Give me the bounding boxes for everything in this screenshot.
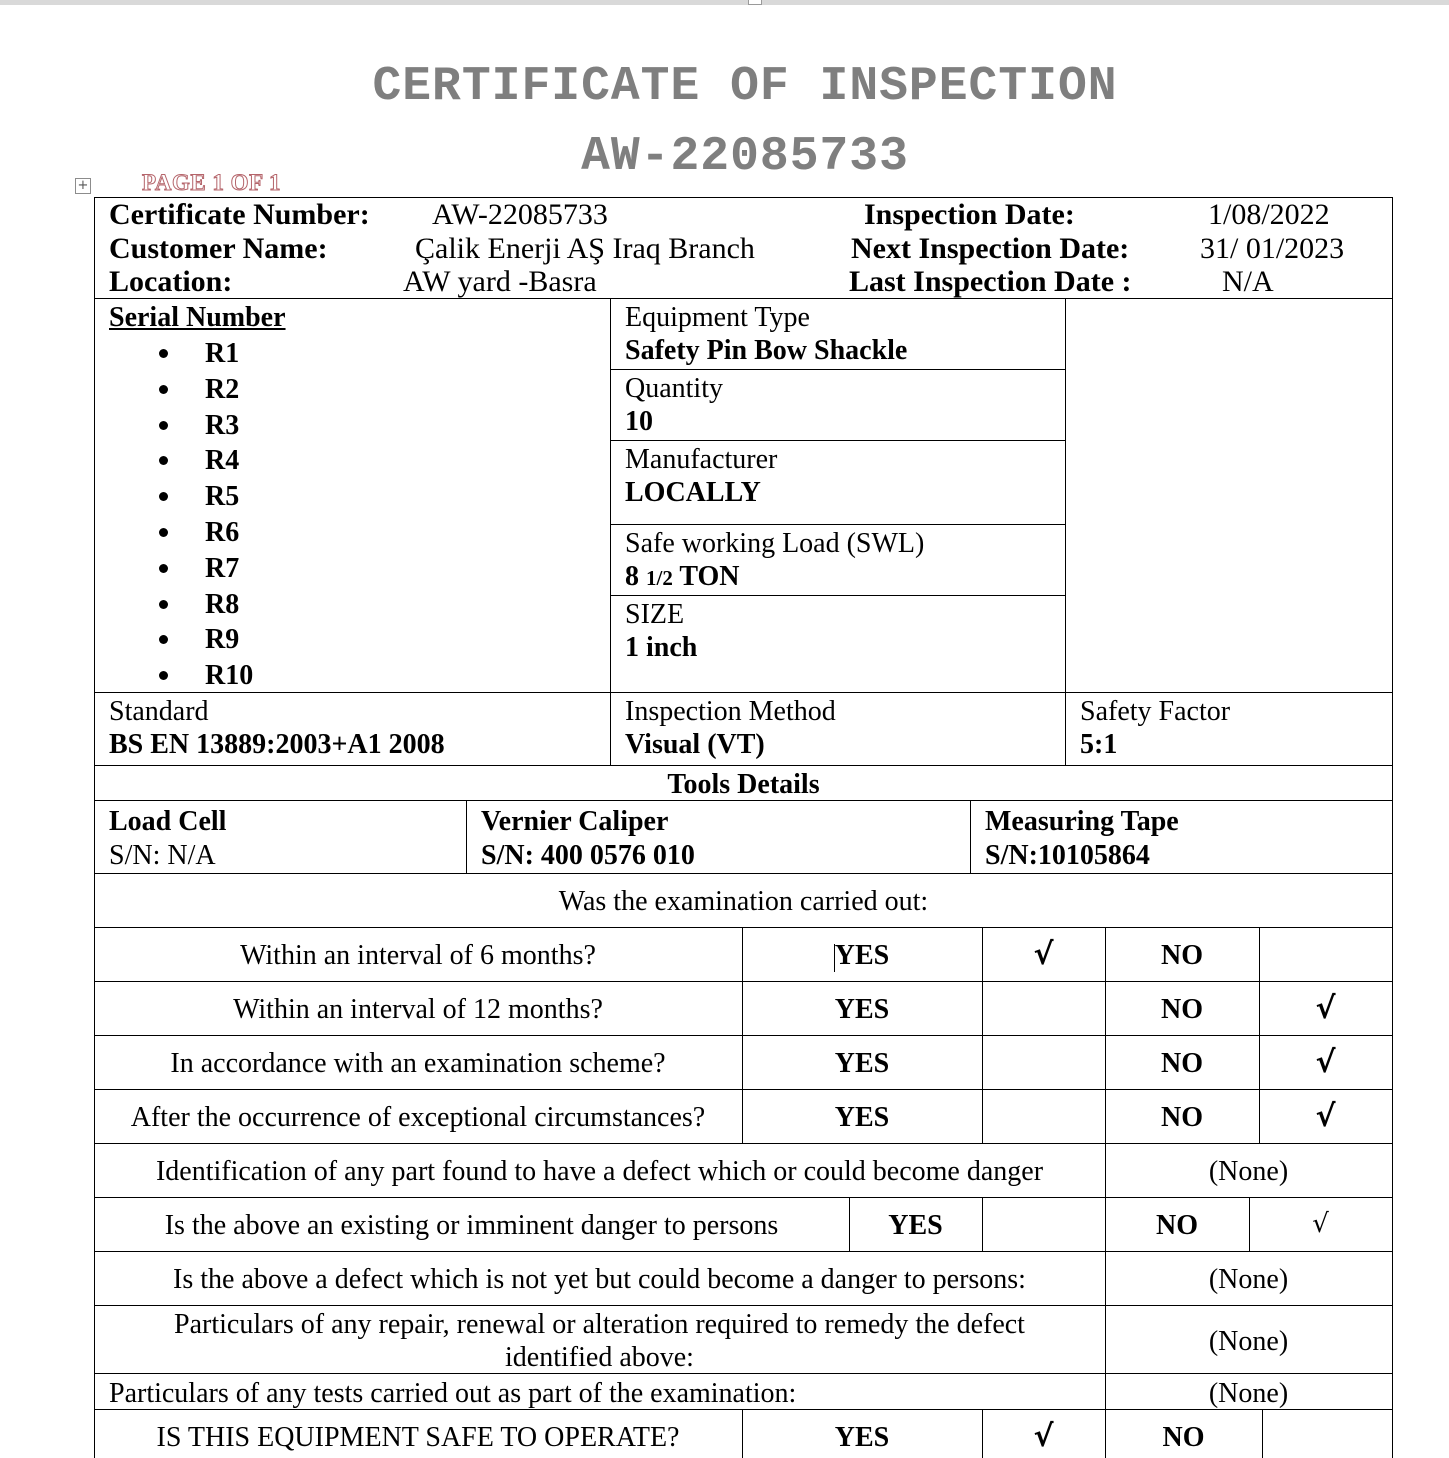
row-border bbox=[94, 1251, 1393, 1252]
row-border bbox=[94, 692, 1393, 693]
list-item: R3 bbox=[155, 410, 253, 446]
row-border bbox=[94, 765, 1393, 766]
row-border bbox=[94, 1305, 1393, 1306]
no-label: NO bbox=[1156, 1210, 1198, 1241]
check-mark-icon: √ bbox=[1033, 1419, 1054, 1454]
check-mark-icon: √ bbox=[1315, 1045, 1336, 1080]
next-inspection-date-label: Next Inspection Date: bbox=[851, 232, 1130, 265]
question-6-months: Within an interval of 6 months? bbox=[240, 940, 596, 971]
size-value: 1 inch bbox=[625, 632, 698, 663]
list-item: R10 bbox=[155, 660, 253, 696]
question-12-months: Within an interval of 12 months? bbox=[233, 994, 603, 1025]
standard-value: BS EN 13889:2003+A1 2008 bbox=[109, 729, 445, 760]
next-inspection-date-value: 31/ 01/2023 bbox=[1200, 232, 1345, 265]
table-move-handle-icon[interactable]: + bbox=[75, 178, 91, 194]
vernier-caliper-label: Vernier Caliper bbox=[481, 806, 669, 837]
measuring-tape-label: Measuring Tape bbox=[985, 806, 1179, 837]
inspection-date-value: 1/08/2022 bbox=[1208, 198, 1330, 231]
future-defect-question: Is the above a defect which is not yet but could become a danger to persons: bbox=[173, 1264, 1026, 1295]
list-item: R7 bbox=[155, 553, 253, 589]
yes-label: YES bbox=[834, 994, 890, 1025]
danger-question: Is the above an existing or imminent danger to persons bbox=[164, 1210, 779, 1241]
safe-to-operate-question: IS THIS EQUIPMENT SAFE TO OPERATE? bbox=[156, 1422, 680, 1453]
list-item: R4 bbox=[155, 445, 253, 481]
list-item: R1 bbox=[155, 338, 253, 374]
no-label: NO bbox=[1161, 1102, 1203, 1133]
safety-factor-label: Safety Factor bbox=[1080, 696, 1231, 727]
table-right-border bbox=[1392, 197, 1393, 1458]
row-border bbox=[94, 1035, 1393, 1036]
check-mark-icon: √ bbox=[1315, 991, 1336, 1026]
yes-label: YES bbox=[834, 1048, 890, 1079]
row-border bbox=[94, 873, 1393, 874]
repair-question-line1: Particulars of any repair, renewal or alteration required to remedy the defect bbox=[174, 1309, 1025, 1340]
ruler-marker bbox=[748, 0, 762, 5]
repair-answer: (None) bbox=[1208, 1326, 1289, 1357]
row-border bbox=[94, 298, 1393, 299]
vernier-caliper-serial: S/N: 400 0576 010 bbox=[481, 840, 695, 871]
list-item: R2 bbox=[155, 374, 253, 410]
swl-value: 8 1/2 TON bbox=[625, 561, 740, 592]
examination-heading: Was the examination carried out: bbox=[558, 886, 929, 917]
row-border bbox=[94, 1089, 1393, 1090]
location-label: Location: bbox=[109, 265, 233, 298]
row-border bbox=[94, 927, 1393, 928]
check-mark-icon: √ bbox=[1315, 1099, 1336, 1134]
defect-identification-answer: (None) bbox=[1208, 1156, 1289, 1187]
yes-label: YES bbox=[834, 940, 890, 971]
tests-answer: (None) bbox=[1208, 1378, 1289, 1409]
list-item: R8 bbox=[155, 589, 253, 625]
row-border bbox=[94, 981, 1393, 982]
manufacturer-label: Manufacturer bbox=[625, 444, 778, 475]
inspection-date-label: Inspection Date: bbox=[864, 198, 1075, 231]
quantity-label: Quantity bbox=[625, 373, 723, 404]
row-border bbox=[94, 1143, 1393, 1144]
yes-label: YES bbox=[834, 1102, 890, 1133]
last-inspection-date-label: Last Inspection Date : bbox=[849, 265, 1132, 298]
standard-label: Standard bbox=[109, 696, 209, 727]
check-mark-icon: √ bbox=[1312, 1209, 1329, 1239]
row-border bbox=[94, 1197, 1393, 1198]
question-exceptional-circumstances: After the occurrence of exceptional circumstances? bbox=[130, 1102, 706, 1133]
col-border bbox=[1065, 298, 1066, 765]
no-label: NO bbox=[1161, 940, 1203, 971]
window-top-bar bbox=[0, 0, 1449, 5]
equipment-type-value: Safety Pin Bow Shackle bbox=[625, 335, 908, 366]
col-border bbox=[1262, 1409, 1263, 1458]
inspection-method-label: Inspection Method bbox=[625, 696, 836, 727]
inspection-method-value: Visual (VT) bbox=[625, 729, 765, 760]
certificate-number-title: AW-22085733 bbox=[581, 130, 909, 184]
customer-name-label: Customer Name: bbox=[109, 232, 328, 265]
yes-label: YES bbox=[834, 1422, 890, 1453]
cell-border bbox=[610, 595, 1065, 596]
serial-number-title: Serial Number bbox=[109, 302, 286, 333]
page-label: PAGE 1 OF 1 bbox=[142, 170, 282, 195]
cell-border bbox=[610, 440, 1065, 441]
no-label: NO bbox=[1162, 1422, 1205, 1453]
certificate-number-label: Certificate Number: bbox=[109, 198, 370, 231]
yes-label: YES bbox=[888, 1210, 943, 1241]
swl-label: Safe working Load (SWL) bbox=[625, 528, 925, 559]
load-cell-label: Load Cell bbox=[109, 806, 227, 837]
no-label: NO bbox=[1161, 994, 1203, 1025]
future-defect-answer: (None) bbox=[1208, 1264, 1289, 1295]
list-item: R6 bbox=[155, 517, 253, 553]
text-cursor bbox=[834, 944, 835, 972]
no-label: NO bbox=[1161, 1048, 1203, 1079]
certificate-number-value: AW-22085733 bbox=[432, 198, 608, 231]
list-item: R5 bbox=[155, 481, 253, 517]
question-examination-scheme: In accordance with an examination scheme? bbox=[170, 1048, 666, 1079]
tools-details-heading: Tools Details bbox=[667, 769, 820, 800]
tests-question: Particulars of any tests carried out as part of the examination: bbox=[109, 1378, 797, 1409]
last-inspection-date-value: N/A bbox=[1222, 265, 1274, 298]
customer-name-value: Çalik Enerji AŞ Iraq Branch bbox=[415, 232, 755, 265]
cell-border bbox=[610, 369, 1065, 370]
cell-border bbox=[610, 524, 1065, 525]
safety-factor-value: 5:1 bbox=[1080, 729, 1118, 760]
load-cell-serial: S/N: N/A bbox=[109, 840, 216, 871]
col-border bbox=[466, 800, 467, 873]
manufacturer-value: LOCALLY bbox=[625, 477, 761, 508]
defect-identification-question: Identification of any part found to have a defect which or could become danger bbox=[155, 1156, 1044, 1187]
col-border bbox=[970, 800, 971, 873]
quantity-value: 10 bbox=[625, 406, 653, 437]
serial-number-list bbox=[155, 338, 253, 696]
repair-question-line2: identified above: bbox=[505, 1342, 694, 1373]
equipment-type-label: Equipment Type bbox=[625, 302, 810, 333]
check-mark-icon: √ bbox=[1033, 937, 1054, 972]
list-item: R9 bbox=[155, 624, 253, 660]
col-border bbox=[982, 1197, 983, 1251]
certificate-title: CERTIFICATE OF INSPECTION bbox=[372, 60, 1118, 114]
size-label: SIZE bbox=[625, 599, 685, 630]
measuring-tape-serial: S/N:10105864 bbox=[985, 840, 1150, 871]
location-value: AW yard -Basra bbox=[403, 265, 597, 298]
